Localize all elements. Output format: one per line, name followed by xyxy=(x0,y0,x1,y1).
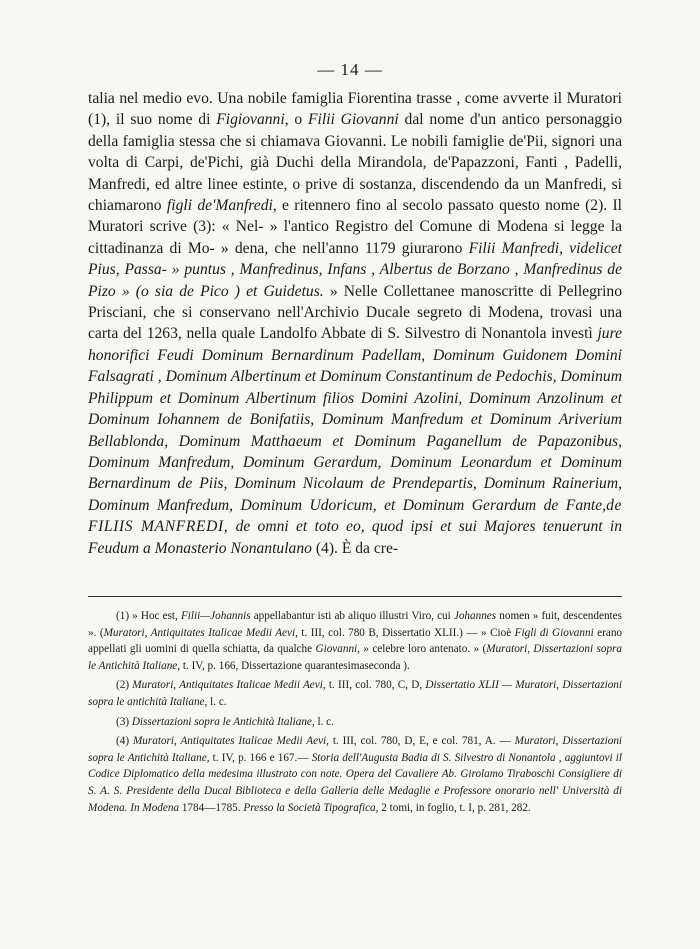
text-run: 2 tomi, in foglio, t. I, p. 281, 282. xyxy=(378,801,531,814)
footnote-4 xyxy=(88,733,622,816)
text-run: 1784—1785. xyxy=(179,801,244,814)
footnote-divider xyxy=(88,596,622,597)
text-run: , t. IV, p. 166, Dissertazione quarantesimaseconda ). xyxy=(177,659,410,672)
italic-run: Giovanni xyxy=(315,643,358,656)
footnotes xyxy=(88,608,622,819)
page-number: — 14 — xyxy=(317,60,383,79)
italic-run: Storia dell'Augusta Badia di S. Silvestro di Nonantola , aggiuntovi il Codice Diplomatico della medesima illustrato con note. Opera del Cavaliere Ab. Girolamo Tiraboschi Consigliere di S. A. S. Presidente della Ducal Biblioteca e della Galleria delle Medaglie e Professore onorario nell' Università di Modena. In Modena xyxy=(88,751,623,814)
text-run: t. III, col. 780, D, E, e col. 781, A. — xyxy=(328,735,515,748)
italic-run: Figli di Giovanni xyxy=(514,626,594,639)
text-run: , e ritennero fino al secolo passato questo nome (2). Il Muratori scrive (3): « Nel- » l'antico Registro del Comune di Modena si legge la cittadinanza di Mo- » dena, che nell'anno 1179 giurarono xyxy=(88,197,622,257)
text-run: nomen » fuit, descendentes ». ( xyxy=(88,610,622,639)
text-run: talia nel medio evo. Una nobile famiglia Fiorentina trasse , come avverte il Muratori (1), il suo nome di xyxy=(88,90,622,129)
text-run: appellabantur isti ab aliquo illustri Viro, cui xyxy=(250,610,454,622)
text-run: l. c. xyxy=(207,695,227,708)
text-run: (2) xyxy=(116,679,133,692)
italic-run: jure honorifici Feudi Dominum Bernardinum Padellam, Dominum Guidonem Domini Falsagrati , Dominum Albertinum et Dominum Constantinum de Pedochis, Dominum Philippum et Dominum Albertinum filios Domini Azolini, Dominum Anzolinum et Dominum Iohannem de Bonifatiis, Dominum Manfredum et Dominum Ariverium Bellablonda, Dominum Matthaeum et Dominum Paganellum de Papazonibus, Dominum Manfredum, Dominum Gerardum, Dominum Leonardum et Dominum Bernardinum de Piis, Dominum Nicolaum de Prendepartis, Dominum Rainerium, Dominum Manfredum, Dominum Udoricum, et Dominum Gerardum de Fante, xyxy=(88,325,622,514)
italic-run-emphasis: de FILIIS MANFREDI, xyxy=(88,496,622,536)
text-run: erano appellati gli uomini di quella schiatta, da qualche xyxy=(88,626,623,656)
italic-run: Dissertazioni sopra le Antichità Italiane, xyxy=(131,715,315,728)
text-run: (4). È da cre- xyxy=(311,539,399,557)
text-run: (1) » Hoc est, xyxy=(116,610,181,622)
italic-run: Muratori, Antiquitates Italicae Medii Aevi, xyxy=(132,735,329,748)
footnote-2 xyxy=(88,677,622,710)
text-run: » Nelle Collettanee manoscritte di Pellegrino Prisciani, che si conservano nell'Archivio Ducale segreto di Modena, trovasi una carta del 1263, nella quale Landolfo Abbate di S. Silvestro di Nonantola investì xyxy=(88,282,623,343)
italic-run: Muratori, Antiquitates Italicae Medii Aevi, xyxy=(132,679,326,692)
italic-run: Muratori, Antiquitates Italicae Medii Aevi xyxy=(103,626,296,639)
italic-run: Presso la Società Tipografica, xyxy=(243,801,379,814)
text-run: , » celebre loro antenato. » ( xyxy=(357,643,487,656)
footnote-3 xyxy=(88,714,622,731)
italic-run: Muratori, Dissertazioni sopra le Antichità Italiane xyxy=(88,643,622,672)
italic-run: Johannes xyxy=(453,610,497,622)
text-run: (4) xyxy=(116,735,133,748)
italic-run: Figiovanni xyxy=(216,111,285,129)
italic-run: Filii Manfredi, videlicet Pius, Passa- » puntus , Manfredinus, Infans , Albertus de Borzano , Manfredinus de Pizo » (o sia de Pico ) et Guidetus. xyxy=(88,239,622,300)
text-run: dal nome d'un antico personaggio della famiglia stessa che si chiamava Giovanni. Le nobili famiglie de'Pii, signori una volta di Carpi, de'Pichi, già Duchi della Mirandola, de'Papazzoni, Fanti , Padelli, Manfredi, ed altre linee estinte, o prive di sostanza, discendendo da un Manfredi, si chiamarono xyxy=(88,111,622,215)
text-run: , o xyxy=(284,111,309,129)
italic-run: Filii—Johannis xyxy=(180,610,251,622)
footnote-1 xyxy=(88,608,622,674)
italic-run: Muratori, Dissertazioni sopra le Antichità Italiane, xyxy=(88,735,623,764)
text-run: t. III, col. 780, C, D, xyxy=(325,679,426,692)
text-run: (3) xyxy=(116,715,132,728)
text-run: l. c. xyxy=(314,715,334,728)
text-run: t. IV, p. 166 e 167.— xyxy=(209,751,312,764)
italic-run: Dissertatio XLII — Muratori, Dissertazioni sopra le antichità Italiane, xyxy=(88,679,622,708)
main-paragraph xyxy=(88,88,622,559)
italic-run: figli de'Manfredi xyxy=(166,197,273,215)
body-text xyxy=(88,88,622,559)
italic-run: de omni et toto eo, quod ipsi et sui Majores tenuerunt in Feudum a Monasterio Nonantulano xyxy=(88,518,622,557)
italic-run: Filii Giovanni xyxy=(308,111,399,129)
text-run: , t. III, col. 780 B, Dissertatio XLII.) — » Cioè xyxy=(295,626,515,639)
